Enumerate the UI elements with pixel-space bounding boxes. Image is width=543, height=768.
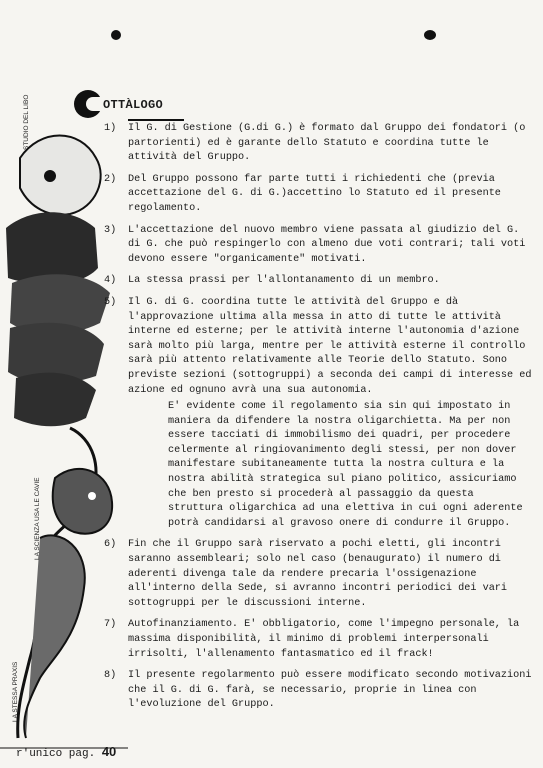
list-item	[104, 538, 532, 611]
item-text: La stessa prassi per l'allontanamento di un membro.	[128, 275, 440, 287]
heading-title: OTTÀLOGO	[103, 98, 164, 112]
item-number: 7)	[104, 619, 117, 631]
margin-note-1: STUDIO DEL LIBO	[23, 94, 30, 150]
binder-hole-left	[111, 30, 121, 40]
list-item	[104, 618, 532, 662]
item-number: 5)	[104, 296, 117, 308]
item-text: Del Gruppo possono far parte tutti i richiedenti che (previa accettazione del G. di G.)accettino lo Statuto ed il presente regolamento.	[128, 173, 501, 214]
margin-note-2: LA STESSA PRAXIS	[12, 661, 19, 722]
item-text: Il G. di Gestione (G.di G.) è formato dal Gruppo dei fondatori (o partorienti) ed è garante dello Statuto e coordina tutte le attività del Gruppo.	[128, 123, 526, 164]
page-footer	[16, 744, 116, 760]
binder-hole-right	[424, 30, 436, 40]
item-text: Fin che il Gruppo sarà riservato a pochi eletti, gli incontri saranno assembleari; solo nel caso (benaugurato) il numero di aderenti divenga tale da rendere precaria l'ossigenazione all'interno della Sede, si avranno incontri periodici dei vari sottogruppi per le discussioni interne.	[128, 539, 508, 609]
list-item	[104, 173, 532, 217]
item-number: 1)	[104, 123, 117, 134]
item-subtext: E' evidente come il regolamento sia sin qui impostato in maniera da difendere la nostra oligarchietta. Ma per non essere tacciati di immobilismo dei quadri, per procedere celermente al ringiovanimento degli stessi, per non dover manifestare subitaneamente tutta la nostra cultura e la nostra abilità strategica sul piano politico, assicuriamo che ben presto si procederà al passaggio da questa struttura oligarchica ad una elettiva in cui ogni aderente potrà candidarsi al gravoso onere di condurre il Gruppo.	[168, 401, 523, 529]
footer-label: r'unico pag.	[16, 748, 96, 760]
item-number: 6)	[104, 539, 117, 551]
section-heading	[74, 90, 184, 120]
item-number: 3)	[104, 224, 117, 236]
list-item	[104, 274, 532, 289]
item-number: 2)	[104, 173, 117, 185]
item-number: 4)	[104, 275, 117, 287]
list-item	[104, 224, 532, 268]
page-number: 40	[101, 744, 117, 759]
item-text: Autofinanziamento. E' obbligatorio, come l'impegno personale, la massima disponibilità, il minimo di problemi interpersonali irrisolti, l'allenamento fantasmatico ed il frack!	[128, 619, 520, 660]
item-text: Il presente regolarmento può essere modificato secondo motivazioni che il G. di G. farà, se necessario, proprie in linea con l'evoluzione del Gruppo.	[128, 670, 532, 711]
item-text	[128, 296, 532, 532]
list-item	[104, 296, 532, 532]
margin-note-3: LA SCIENZA USA LE CAVIE	[34, 477, 41, 560]
list-item	[104, 669, 532, 713]
item-text: L'accettazione del nuovo membro viene passata al giudizio del G. di G. che può respingerlo con almeno due voti contrari; tali voti devono essere "organicamente" motivati.	[128, 224, 526, 265]
item-number: 8)	[104, 670, 117, 682]
rules-list	[104, 122, 532, 720]
item-main-text: Il G. di G. coordina tutte le attività del Gruppo e dà l'approvazione ultima alla messa in atto di tutte le attività interne ed esterne; per le attività interne l'autonomia d'azione sarà molto più larga, mentre per le attività esterne il controllo sarà più attento relativamente alle Teorie dello Statuto. Sono previste sezioni (sottogruppi) a seconda dei campi di interesse ed azione ed ognuno avrà una sua autonomia.	[128, 296, 532, 396]
drop-cap-c	[74, 90, 102, 118]
list-item	[104, 122, 532, 166]
